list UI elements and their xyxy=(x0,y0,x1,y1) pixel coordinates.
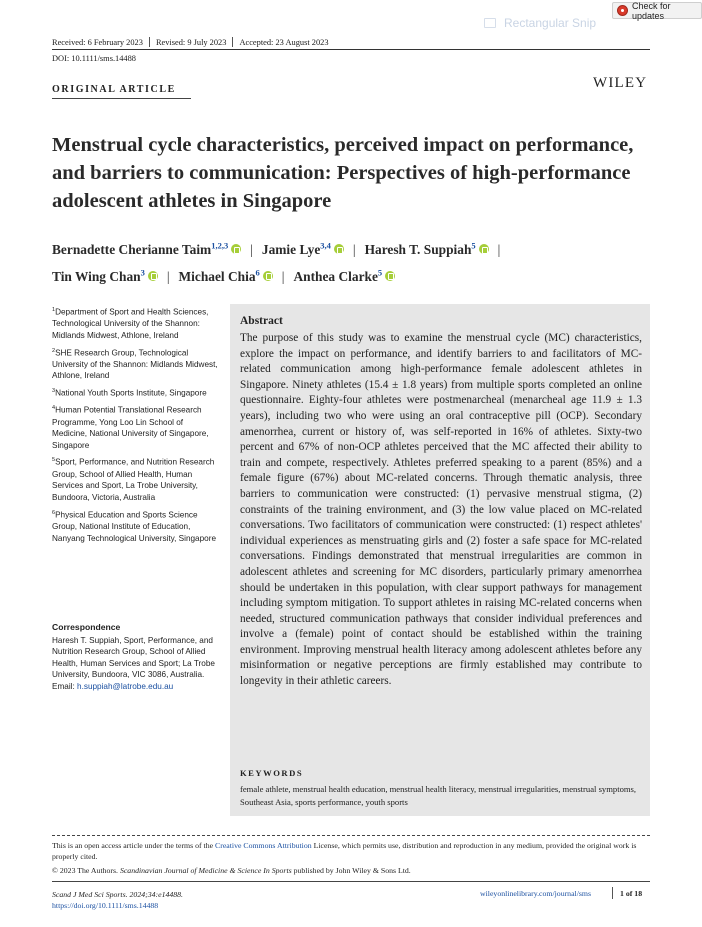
affiliation-number: 2 xyxy=(52,347,56,354)
author-name: Bernadette Cherianne Taim xyxy=(52,242,212,258)
orcid-icon[interactable] xyxy=(231,244,241,254)
author-separator: | xyxy=(281,268,285,284)
received-date: Received: 6 February 2023 xyxy=(52,37,143,47)
journal-url-link[interactable]: wileyonlinelibrary.com/journal/sms xyxy=(480,889,592,898)
orcid-icon[interactable] xyxy=(479,244,489,254)
author-separator: | xyxy=(166,268,170,284)
author-name: Michael Chia xyxy=(178,268,256,284)
author[interactable] xyxy=(52,269,158,284)
accepted-date: Accepted: 23 August 2023 xyxy=(239,37,329,47)
page-number: 1 of 18 xyxy=(620,889,643,898)
copyright-text: published by John Wiley & Sons Ltd. xyxy=(291,866,411,875)
affiliation xyxy=(52,403,220,451)
divider xyxy=(232,37,233,47)
keywords-heading: KEYWORDS xyxy=(240,768,304,778)
license-link[interactable]: Creative Commons Attribution xyxy=(215,841,312,850)
article-title: Menstrual cycle characteristics, perceived impact on performance, and barriers to communication: Perspectives of high-performance adolescent athletes in Singapore xyxy=(52,134,634,212)
citation-doi-link[interactable]: https://doi.org/10.1111/sms.14488 xyxy=(52,901,159,910)
email-link[interactable]: h.suppiah@latrobe.edu.au xyxy=(77,681,174,691)
revised-date: Revised: 9 July 2023 xyxy=(155,37,227,47)
author-affiliation-sup: 5 xyxy=(377,267,383,278)
correspondence-text: Haresh T. Suppiah, Sport, Performance, and Nutrition Research Group, School of Allied Health, Human Services and Sport; La Trobe University, Bundoora, VIC 3086, Australia. xyxy=(52,635,215,680)
author-name: Tin Wing Chan xyxy=(52,268,141,284)
orcid-icon[interactable] xyxy=(263,271,273,281)
affiliation-text: SHE Research Group, Technological University of the Shannon: Midlands Midwest, Athlone, Ireland xyxy=(52,348,218,381)
history-dates xyxy=(52,37,652,47)
update-badge-icon xyxy=(617,5,628,16)
author-separator: | xyxy=(352,242,356,258)
citation xyxy=(52,889,183,911)
correspondence-email xyxy=(52,681,222,693)
copyright-text: © 2023 The Authors. xyxy=(52,866,120,875)
affiliation-text: Sport, Performance, and Nutrition Research Group, School of Allied Health, Human Services and Sport, La Trobe University, Bundoora, Victoria, Australia xyxy=(52,458,215,502)
author-separator: | xyxy=(497,242,501,258)
author-name: Jamie Lye xyxy=(261,242,321,258)
affiliation-number: 1 xyxy=(52,307,56,313)
article-type-rule xyxy=(52,98,191,99)
citation-text: Scand J Med Sci Sports. 2024;34:e14488. xyxy=(52,890,184,899)
copyright xyxy=(52,866,411,875)
affiliation xyxy=(52,508,220,545)
author-separator: | xyxy=(250,242,253,258)
journal-name: Scandinavian Journal of Medicine & Science In Sports xyxy=(119,866,292,875)
divider xyxy=(612,887,613,899)
author-affiliation-sup: 5 xyxy=(471,241,476,251)
author[interactable] xyxy=(293,269,395,284)
author-affiliation-sup: 1,2,3 xyxy=(211,241,229,251)
abstract-box xyxy=(230,304,650,816)
orcid-icon[interactable] xyxy=(334,244,344,254)
author[interactable] xyxy=(52,242,241,257)
footer-rule xyxy=(52,881,650,882)
snip-icon xyxy=(484,18,496,28)
affiliation-text: Physical Education and Sports Science Group, National Institute of Education, Nanyang Technological University, Singapore xyxy=(52,510,216,543)
affiliation-number: 3 xyxy=(52,388,56,395)
publisher-logo: WILEY xyxy=(593,75,648,91)
author[interactable] xyxy=(179,269,273,284)
author-name: Anthea Clarke xyxy=(293,268,378,284)
author-name: Haresh T. Suppiah xyxy=(364,242,472,258)
affiliation xyxy=(52,455,220,503)
abstract-heading: Abstract xyxy=(240,315,283,327)
keywords-text: female athlete, menstrual health education, menstrual health literacy, menstrual irregularities, menstrual symptoms, Southeast Asia, sports performance, youth sports xyxy=(240,784,637,807)
footer-dotted-rule xyxy=(52,835,650,836)
orcid-icon[interactable] xyxy=(385,271,395,281)
affiliation-number: 4 xyxy=(52,405,56,412)
article-type: ORIGINAL ARTICLE xyxy=(52,84,176,95)
affiliation-text: National Youth Sports Institute, Singapore xyxy=(55,388,207,398)
orcid-icon[interactable] xyxy=(148,271,158,281)
author-affiliation-sup: 6 xyxy=(255,267,260,278)
author-affiliation-sup: 3 xyxy=(140,267,145,278)
affiliation-text: Department of Sport and Health Sciences, Technological University of the Shannon: Midlands Midwest, Athlone, Ireland xyxy=(52,307,209,340)
header-rule xyxy=(52,49,650,50)
doi[interactable]: DOI: 10.1111/sms.14488 xyxy=(52,54,136,63)
check-updates-label: Check for updates xyxy=(632,0,671,21)
affiliations xyxy=(52,305,220,548)
divider xyxy=(149,37,150,47)
abstract-text: The purpose of this study was to examine the menstrual cycle (MC) characteristics, explore the impact on performance, and identify barriers to and facilitators of MC-related communication among high-performance female adolescent athletes in Singapore. Ninety athletes (15.4 ± 1.8 years) from multiple sports completed an online questionnaire. Eighty-four athletes were postmenarcheal (menarcheal age 11.9 ± 1.3 years), including two who were using an oral contraceptive pill (OCP). Secondary amenorrhea, current or history of, was self-reported in 16% of athletes. Sixty-two percent and 67% of non-OCP athletes perceived that the MC affected their ability to train and compete, respectively. Athletes preferred speaking to a parent (85%) and a female figure (67%) about MC-related concerns. Through thematic analysis, three barriers to communication were constructed: (1) pervasive menstrual stigma, (2) constraints of the training environment, and (3) the low value placed on MC-related conversations. Two facilitators of communication were constructed: (1) respect athletes' individual experiences as menstruating girls and (2) foster a safe space for MC-related conversations. Findings demonstrated that menstrual irregularities are common in adolescent athletes and screening for MC disorders, particularly primary amenorrhea should be undertaken in this population, with clear support pathways for management including symptom mitigation. To support athletes in raising MC-related concerns when needed, structured communication pathways that consider individual preferences and involve a (female) point of contact should be established within the training environment. Improving menstrual health literacy among adolescent athletes before any misinformation or negative perceptions are firmly established may contribute to longevity in their athletic careers. xyxy=(240,332,642,688)
license-text: This is an open access article under the terms of the xyxy=(52,841,216,850)
affiliation xyxy=(52,305,220,342)
affiliation-text: Human Potential Translational Research Programme, Yong Loo Lin School of Medicine, National University of Singapore, Singapore xyxy=(52,406,209,450)
license-note xyxy=(52,841,650,862)
check-for-updates-button[interactable] xyxy=(612,2,702,19)
affiliation-number: 5 xyxy=(52,457,56,464)
author[interactable] xyxy=(365,242,489,257)
affiliation xyxy=(52,346,220,383)
author-affiliation-sup: 3,4 xyxy=(320,241,331,251)
affiliation-number: 6 xyxy=(52,509,56,516)
email-label: Email: xyxy=(52,681,78,691)
correspondence-heading: Correspondence xyxy=(52,622,121,632)
snip-label: Rectangular Snip xyxy=(504,16,597,30)
license-text: License, which permits use, distribution and reproduction in any medium, provided the original work is properly cited. xyxy=(52,841,637,861)
author[interactable] xyxy=(262,242,344,257)
affiliation xyxy=(52,386,220,399)
correspondence xyxy=(52,622,222,693)
author-list xyxy=(52,235,652,288)
